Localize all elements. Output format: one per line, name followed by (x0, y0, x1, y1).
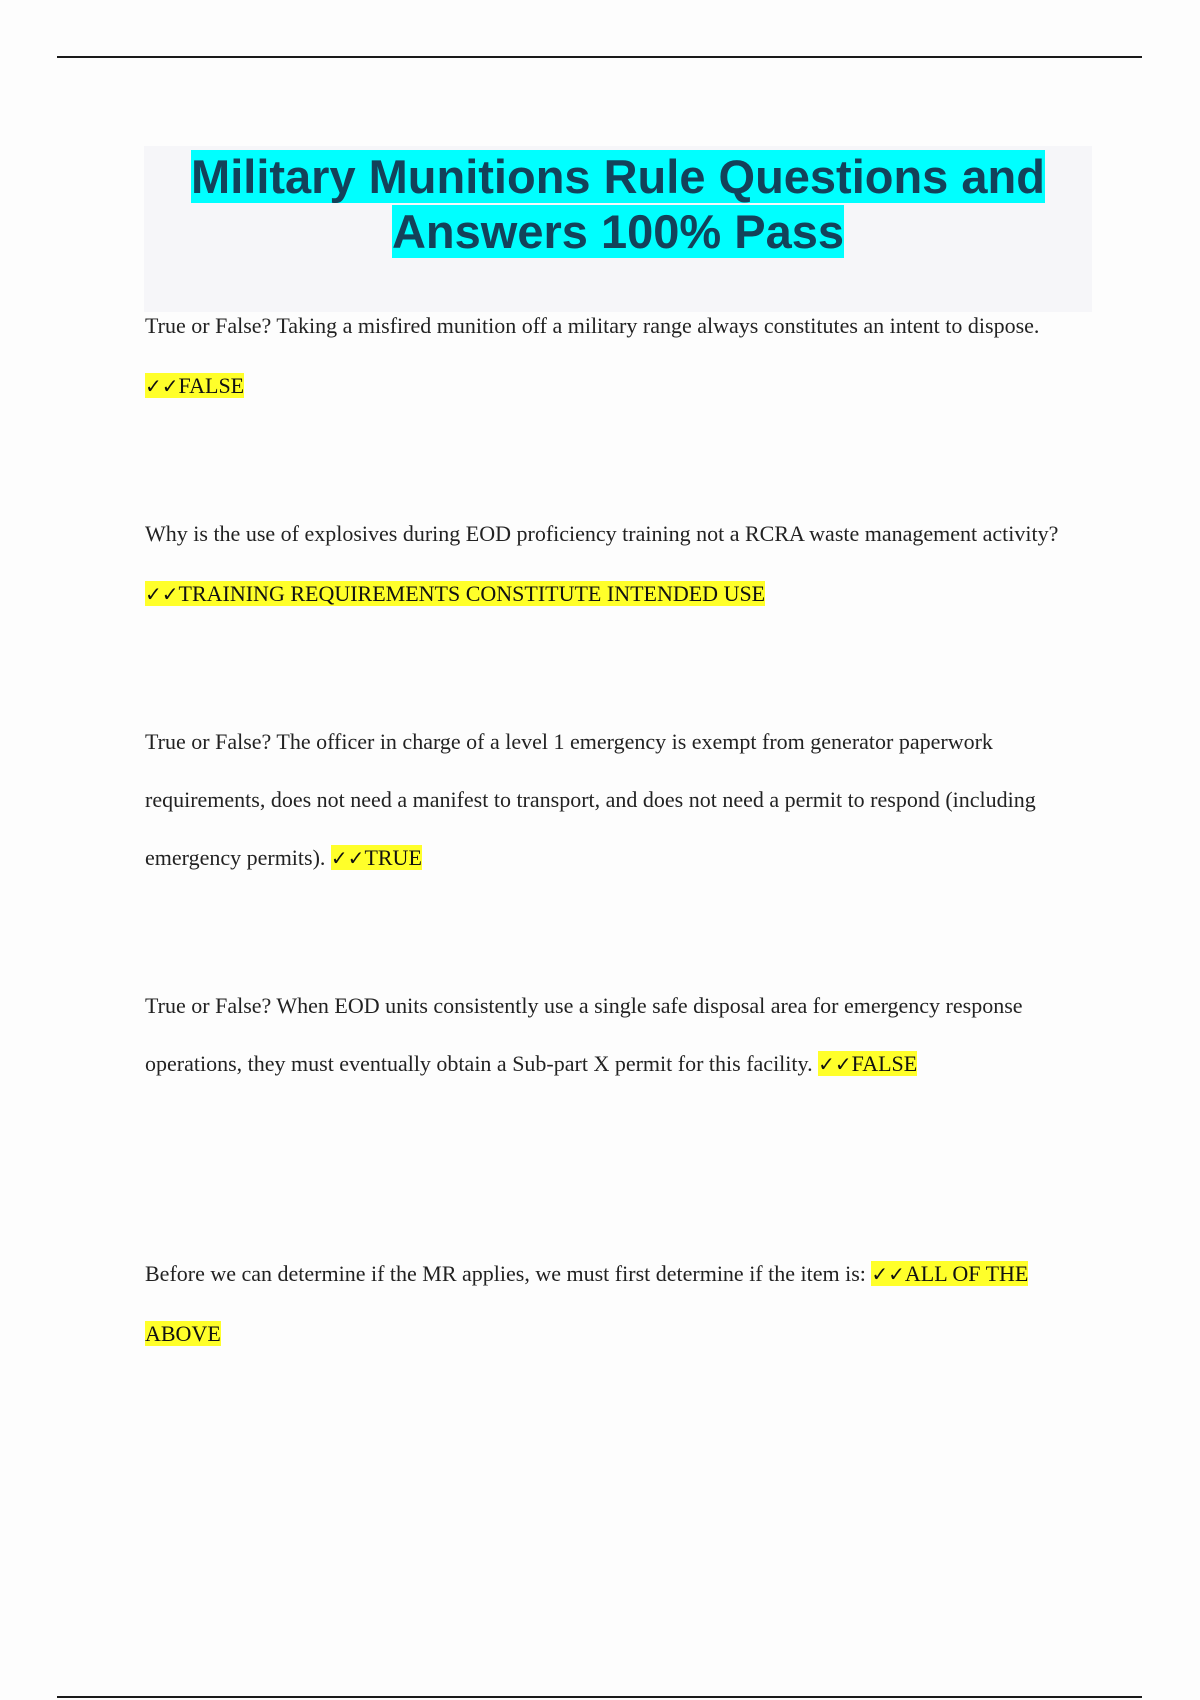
answer-3-text: TRUE (364, 845, 422, 870)
answer-1-text: FALSE (178, 373, 245, 398)
question-5: Before we can determine if the MR applies, we must first determine if the item is: (145, 1261, 866, 1286)
answer-2-text: TRAINING REQUIREMENTS CONSTITUTE INTENDED USE (178, 581, 766, 606)
answer-1 (145, 373, 244, 398)
answer-5-text: ALL OF THE ABOVE (145, 1261, 1029, 1346)
question-1: True or False? Taking a misfired munition off a military range always constitutes an intent to dispose. (145, 313, 1040, 338)
title-box (144, 146, 1092, 312)
title-highlight: Military Munitions Rule Questions and Answers 100% Pass (191, 150, 1045, 258)
qa-item-3 (145, 713, 1085, 887)
qa-item-2 (145, 504, 1085, 624)
qa-item-5 (145, 1244, 1085, 1364)
check-mark-icon: ✓✓ (145, 582, 179, 606)
answer-4 (818, 1051, 917, 1076)
question-2: Why is the use of explosives during EOD proficiency training not a RCRA waste management activity? (145, 521, 1059, 546)
check-mark-icon: ✓✓ (145, 374, 179, 398)
answer-2 (145, 581, 765, 606)
qa-item-1 (145, 296, 1085, 416)
check-mark-icon: ✓✓ (818, 1052, 852, 1076)
top-rule (57, 56, 1142, 58)
document-title (144, 146, 1092, 259)
check-mark-icon: ✓✓ (871, 1262, 905, 1286)
bottom-rule (57, 1696, 1142, 1698)
question-4: True or False? When EOD units consistently use a single safe disposal area for emergency response operations, they must eventually obtain a Sub-part X permit for this facility. (145, 993, 1023, 1076)
question-3: True or False? The officer in charge of a level 1 emergency is exempt from generator paperwork requirements, does not need a manifest to transport, and does not need a permit to respond (including emergency permits). (145, 729, 1036, 870)
answer-4-text: FALSE (851, 1051, 918, 1076)
check-mark-icon: ✓✓ (330, 846, 365, 870)
qa-item-4 (145, 977, 1085, 1093)
answer-3 (331, 845, 422, 870)
